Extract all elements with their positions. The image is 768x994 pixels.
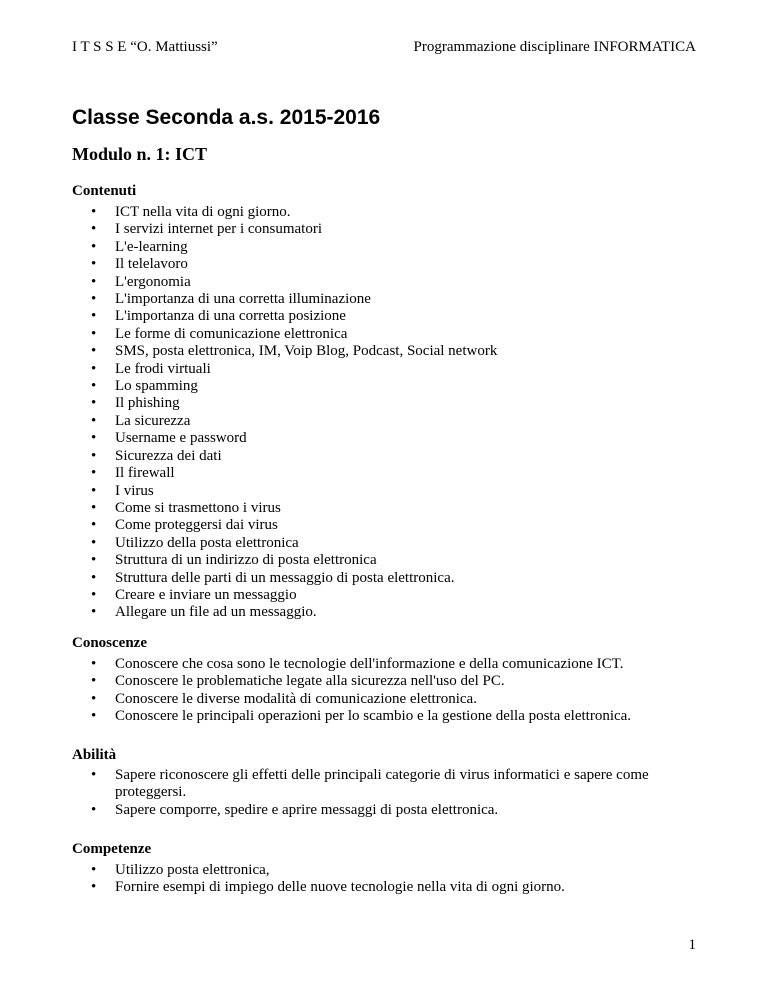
list-item: • Le forme di comunicazione elettronica <box>72 326 696 343</box>
list-item: • I virus <box>72 483 696 500</box>
list-item: • Conoscere le principali operazioni per lo scambio e la gestione della posta elettronica. <box>72 708 696 725</box>
page-title: Classe Seconda a.s. 2015-2016 <box>72 106 381 129</box>
list-item: • Sicurezza dei dati <box>72 448 696 465</box>
list-item: • Sapere comporre, spedire e aprire messaggi di posta elettronica. <box>72 802 696 819</box>
abilita-list <box>72 767 696 819</box>
list-item: • La sicurezza <box>72 413 696 430</box>
list-item: • Utilizzo posta elettronica, <box>72 862 696 879</box>
list-item: • Il firewall <box>72 465 696 482</box>
document-subject: Programmazione disciplinare INFORMATICA <box>413 39 696 55</box>
list-item: • Lo spamming <box>72 378 696 395</box>
module-title: Modulo n. 1: ICT <box>72 144 208 164</box>
section-heading-competenze: Competenze <box>72 841 152 857</box>
list-item: • Username e password <box>72 430 696 447</box>
list-item: • Conoscere le problematiche legate alla sicurezza nell'uso del PC. <box>72 673 696 690</box>
contenuti-list <box>72 204 696 622</box>
list-item: • L'e-learning <box>72 239 696 256</box>
list-item: • Come si trasmettono i virus <box>72 500 696 517</box>
list-item: • Il telelavoro <box>72 256 696 273</box>
list-item: • Sapere riconoscere gli effetti delle principali categorie di virus informatici e sapere come proteggersi. <box>72 767 696 802</box>
list-item: • Fornire esempi di impiego delle nuove tecnologie nella vita di ogni giorno. <box>72 879 696 896</box>
section-heading-contenuti: Contenuti <box>72 183 137 199</box>
list-item: • Allegare un file ad un messaggio. <box>72 604 696 621</box>
section-heading-abilita: Abilità <box>72 747 117 763</box>
school-name: I T S S E “O. Mattiussi” <box>72 39 218 55</box>
list-item: • Struttura delle parti di un messaggio di posta elettronica. <box>72 570 696 587</box>
competenze-list <box>72 862 696 897</box>
list-item: • L'importanza di una corretta posizione <box>72 308 696 325</box>
page-number: 1 <box>688 937 696 953</box>
list-item: • Come proteggersi dai virus <box>72 517 696 534</box>
list-item: • Le frodi virtuali <box>72 361 696 378</box>
list-item: • Struttura di un indirizzo di posta elettronica <box>72 552 696 569</box>
section-heading-conoscenze: Conoscenze <box>72 635 147 651</box>
list-item: • Il phishing <box>72 395 696 412</box>
list-item: • SMS, posta elettronica, IM, Voip Blog, Podcast, Social network <box>72 343 696 360</box>
list-item: • Conoscere che cosa sono le tecnologie dell'informazione e della comunicazione ICT. <box>72 656 696 673</box>
list-item: • I servizi internet per i consumatori <box>72 221 696 238</box>
conoscenze-list <box>72 656 696 726</box>
list-item: • L'ergonomia <box>72 274 696 291</box>
list-item: • Conoscere le diverse modalità di comunicazione elettronica. <box>72 691 696 708</box>
list-item: • L'importanza di una corretta illuminazione <box>72 291 696 308</box>
list-item: • ICT nella vita di ogni giorno. <box>72 204 696 221</box>
page-header <box>72 38 696 56</box>
list-item: • Utilizzo della posta elettronica <box>72 535 696 552</box>
list-item: • Creare e inviare un messaggio <box>72 587 696 604</box>
